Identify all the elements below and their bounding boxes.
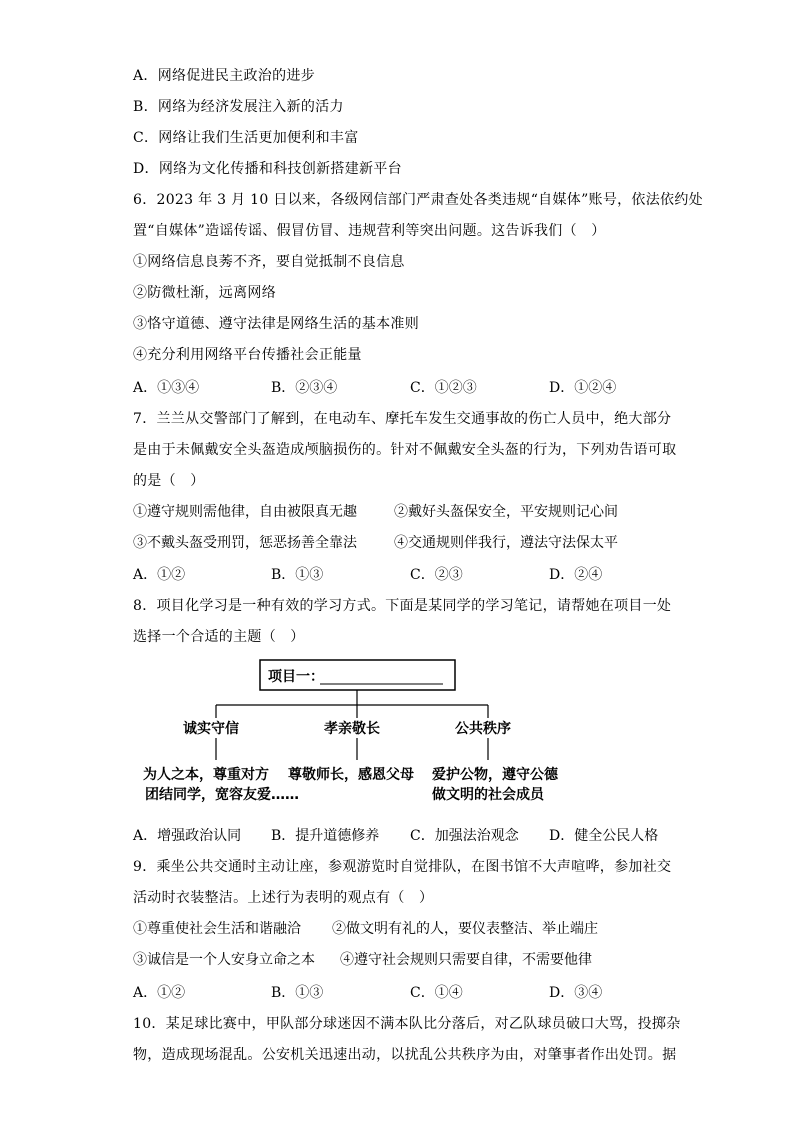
q9-statement-2: ②做文明有礼的人，要仪表整洁、举止端庄 — [332, 921, 598, 937]
q6-statement-3: ③恪守道德、遵守法律是网络生活的基本准则 — [133, 316, 419, 332]
q6-option-c: C．①②③ — [410, 380, 477, 396]
q8-detail-3: 尊敬师长，感恩父母 — [288, 767, 414, 783]
q7-statement-4: ④交通规则伴我行，遵法守法保太平 — [394, 535, 618, 551]
q9-statement-1: ①尊重使社会生活和谐融洽 — [133, 921, 301, 937]
q9-stem-line2: 活动时衣装整洁。上述行为表明的观点有（ ） — [133, 890, 434, 906]
q9-option-d: D．③④ — [549, 985, 603, 1001]
q8-detail-1: 为人之本，尊重对方 — [143, 767, 269, 783]
q9-option-c: C．①④ — [410, 985, 463, 1001]
q7-option-b: B．①③ — [271, 567, 324, 583]
q6-stem-line1: 6．2023 年 3 月 10 日以来，各级网信部门严肃查处各类违规“自媒体”账号，依法依约处 — [133, 192, 703, 208]
q7-statement-3: ③不戴头盔受刑罚，惩恶扬善全靠法 — [133, 535, 357, 551]
q8-branch-1: 诚实守信 — [183, 721, 239, 737]
q7-option-a: A．①② — [133, 567, 186, 583]
q6-statement-2: ②防微杜渐，远离网络 — [133, 285, 276, 301]
q5-option-b: B．网络为经济发展注入新的活力 — [133, 99, 344, 115]
q9-statement-4: ④遵守社会规则只需要自律，不需要他律 — [340, 952, 592, 968]
q8-branch-2: 孝亲敬长 — [324, 721, 380, 737]
q9-option-b: B．①③ — [271, 985, 324, 1001]
q5-option-a: A．网络促进民主政治的进步 — [133, 68, 316, 84]
q10-stem-line1: 10．某足球比赛中，甲队部分球迷因不满本队比分落后，对乙队球员破口大骂，投掷杂 — [133, 1016, 681, 1032]
q8-branch-3: 公共秩序 — [455, 721, 511, 737]
q8-option-b: B．提升道德修养 — [271, 828, 380, 844]
q5-option-c: C．网络让我们生活更加便利和丰富 — [133, 130, 359, 146]
q7-option-c: C．②③ — [410, 567, 463, 583]
q10-stem-line2: 物，造成现场混乱。公安机关迅速出动，以扰乱公共秩序为由，对肇事者作出处罚。据 — [133, 1047, 677, 1063]
q8-box-label: 项目一： — [268, 669, 324, 685]
q6-stem-line2: 置“自媒体”造谣传谣、假冒仿冒、违规营利等突出问题。这告诉我们（ ） — [133, 223, 606, 239]
q7-statement-2: ②戴好头盔保安全，平安规则记心间 — [394, 504, 618, 520]
q8-option-d: D．健全公民人格 — [549, 828, 659, 844]
q7-stem-line3: 的是（ ） — [133, 473, 205, 489]
q6-option-a: A．①③④ — [133, 380, 200, 396]
q6-statement-1: ①网络信息良莠不齐，要自觉抵制不良信息 — [133, 254, 405, 270]
q7-option-d: D．②④ — [549, 567, 603, 583]
q8-stem-line1: 8．项目化学习是一种有效的学习方式。下面是某同学的学习笔记，请帮她在项目一处 — [133, 598, 672, 614]
q6-option-b: B．②③④ — [271, 380, 338, 396]
q7-stem-line2: 是由于未佩戴安全头盔造成颅脑损伤的。针对不佩戴安全头盔的行为，下列劝告语可取 — [133, 442, 677, 458]
q9-option-a: A．①② — [133, 985, 186, 1001]
q8-detail-5: 做文明的社会成员 — [432, 787, 544, 803]
q8-option-a: A．增强政治认同 — [133, 828, 242, 844]
q9-stem-line1: 9．乘坐公共交通时主动让座，参观游览时自觉排队，在图书馆不大声喧哗，参加社交 — [133, 859, 672, 875]
q6-option-d: D．①②④ — [549, 380, 617, 396]
q8-option-c: C．加强法治观念 — [410, 828, 519, 844]
q8-detail-4: 爱护公物，遵守公德 — [432, 767, 558, 783]
q9-statement-3: ③诚信是一个人安身立命之本 — [133, 952, 315, 968]
q5-option-d: D．网络为文化传播和科技创新搭建新平台 — [133, 161, 402, 177]
q7-stem-line1: 7．兰兰从交警部门了解到，在电动车、摩托车发生交通事故的伤亡人员中，绝大部分 — [133, 411, 672, 427]
q8-stem-line2: 选择一个合适的主题（ ） — [133, 629, 305, 645]
q7-statement-1: ①遵守规则需他律，自由被限真无趣 — [133, 504, 357, 520]
q6-statement-4: ④充分利用网络平台传播社会正能量 — [133, 347, 362, 363]
q8-detail-2: 团结同学，宽容友爱…… — [145, 787, 299, 803]
